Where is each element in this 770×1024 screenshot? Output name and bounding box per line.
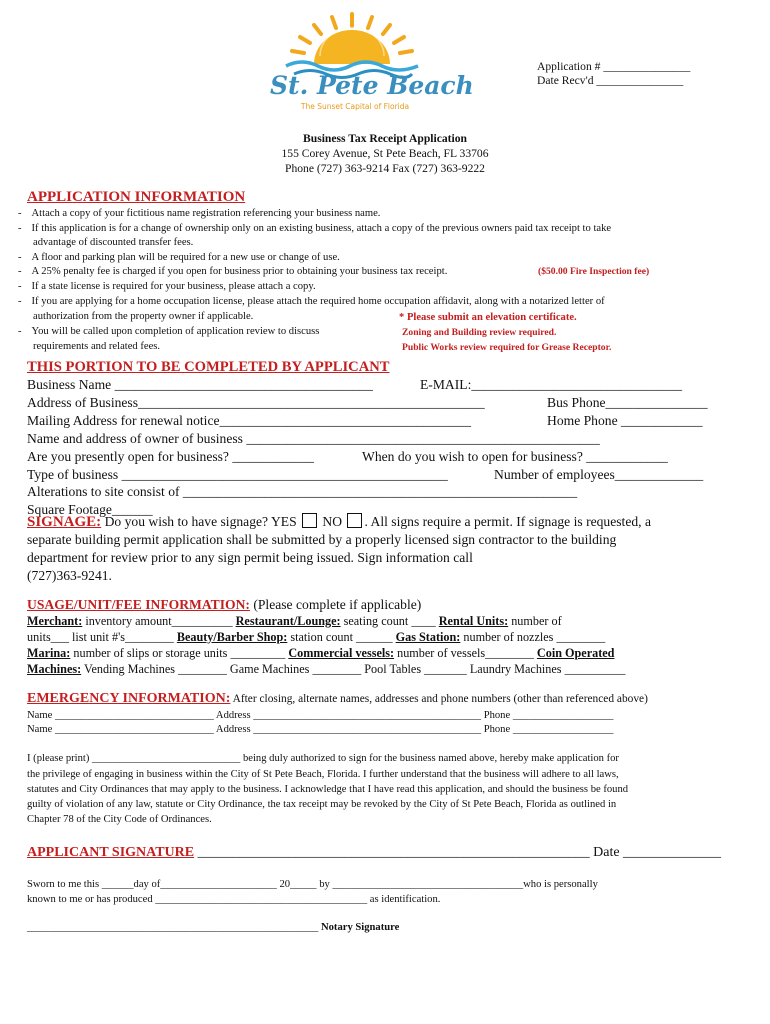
authorization-line-3: statutes and City Ordinances that may apply to the business. I acknowledge that I have read this application, and should the business be found (27, 784, 629, 795)
app-info-bullet-5: - If a state license is required for your business, please attach a copy. (18, 281, 316, 292)
alterations-field[interactable]: Alterations to site consist of __________________________________________________________ (27, 484, 578, 499)
authorization-line-2: the privilege of engaging in business within the City of St Pete Beach, Florida. I further understand that the business will adhere to all laws, (27, 769, 619, 780)
units-field[interactable]: units___ list unit #'s________ (27, 630, 177, 644)
usage-heading-line: USAGE/UNIT/FEE INFORMATION: (Please complete if applicable) (27, 597, 422, 612)
app-info-bullet-6: - If you are applying for a home occupation license, please attach the required home occupation affidavit, along with a notarized letter of (18, 296, 605, 307)
elevation-certificate-note: * Please submit an elevation certificate. (399, 312, 577, 323)
app-info-bullet-2b: advantage of discounted transfer fees. (33, 237, 194, 248)
signage-line-3: department for review prior to any sign permit being issued. Sign information call (27, 550, 473, 565)
signage-yes-checkbox[interactable] (302, 513, 317, 528)
city-address: 155 Corey Avenue, St Pete Beach, FL 33706 (281, 147, 489, 160)
business-name-field[interactable]: Business Name ______________________________________ (27, 377, 373, 392)
signature-heading: APPLICANT SIGNATURE (27, 845, 195, 860)
app-info-bullet-1: - Attach a copy of your fictitious name registration referencing your business name. (18, 208, 381, 219)
fire-inspection-fee: ($50.00 Fire Inspection fee) (538, 266, 650, 277)
notary-signature-field[interactable]: _______________________________________________________ (27, 922, 319, 933)
authorization-line-5: Chapter 78 of the City Code of Ordinances. (27, 814, 212, 825)
usage-line-1: Merchant: inventory amount__________ Restaurant/Lounge: seating count ____ Rental Units: number of (27, 614, 562, 628)
city-phone: Phone (727) 363-9214 Fax (727) 363-9222 (285, 162, 485, 175)
nozzles-field[interactable]: number of nozzles ________ (460, 630, 606, 644)
slips-field[interactable]: number of slips or storage units _________ (70, 646, 289, 660)
applicant-heading: THIS PORTION TO BE COMPLETED BY APPLICANT (27, 359, 390, 375)
email-field[interactable]: E-MAIL:_______________________________ (420, 377, 683, 392)
business-address-field[interactable]: Address of Business___________________________________________________ (27, 395, 485, 410)
owner-name-field[interactable]: Name and address of owner of business ____________________________________________________ (27, 431, 600, 446)
emergency-contact-row-1[interactable]: Name ______________________________ Address ___________________________________________ Phone ___________________ (27, 710, 614, 721)
logo-tagline: The Sunset Capital of Florida (300, 102, 410, 111)
usage-line-2: units___ list unit #'s________ Beauty/Barber Shop: station count ______ Gas Station: number of nozzles ________ (27, 630, 606, 644)
signage-label: SIGNAGE: (27, 514, 102, 530)
signage-line-1: SIGNAGE: Do you wish to have signage? YES NO . All signs require a permit. If signage is requested, a (27, 514, 651, 530)
public-works-note: Public Works review required for Grease Receptor. (402, 342, 612, 353)
sworn-line-1[interactable]: Sworn to me this ______day of______________________ 20_____ by ____________________________________who is personally (27, 879, 598, 890)
date-received[interactable]: Date Recv'd _______________ (537, 74, 684, 87)
form-title: Business Tax Receipt Application (303, 132, 467, 145)
square-footage-field[interactable]: Square Footage______ (27, 502, 153, 517)
usage-line-4: Machines: Vending Machines ________ Game Machines ________ Pool Tables _______ Laundry Machines __________ (27, 662, 626, 676)
city-logo (262, 8, 474, 118)
signage-line-4: (727)363-9241. (27, 568, 112, 583)
emergency-contact-row-2[interactable]: Name ______________________________ Address ___________________________________________ Phone ___________________ (27, 724, 614, 735)
seating-count-field[interactable]: seating count ____ (340, 614, 439, 628)
employees-field[interactable]: Number of employees_____________ (494, 467, 704, 482)
bus-phone-field[interactable]: Bus Phone_______________ (547, 395, 708, 410)
emergency-heading-line: EMERGENCY INFORMATION: After closing, alternate names, addresses and phone numbers (other than referenced above) (27, 691, 648, 706)
vessels-field[interactable]: number of vessels________ (394, 646, 537, 660)
when-open-field[interactable]: When do you wish to open for business? ____________ (362, 449, 668, 464)
zoning-review-note: Zoning and Building review required. (402, 327, 557, 338)
sun-waves-icon (262, 8, 442, 80)
home-phone-field[interactable]: Home Phone ____________ (547, 413, 703, 428)
usage-heading: USAGE/UNIT/FEE INFORMATION: (27, 597, 250, 612)
emergency-heading: EMERGENCY INFORMATION: (27, 691, 231, 706)
machines-field[interactable]: Vending Machines ________ Game Machines ________ Pool Tables _______ Laundry Machines __________ (81, 662, 626, 676)
sworn-line-2[interactable]: known to me or has produced ________________________________________ as identification. (27, 894, 441, 905)
authorization-line-4: guilty of violation of any law, statute or City Ordinance, the tax receipt may be revoked by the City of St Pete Beach, Florida as outlined in (27, 799, 617, 810)
app-info-bullet-3: - A floor and parking plan will be required for a new use or change of use. (18, 252, 340, 263)
presently-open-field[interactable]: Are you presently open for business? ____________ (27, 449, 314, 464)
notary-signature-label: Notary Signature (320, 922, 400, 933)
app-info-bullet-2: - If this application is for a change of ownership only on an existing business, attach a copy of the previous owners paid tax receipt to take (18, 223, 612, 234)
application-number[interactable]: Application # _______________ (537, 60, 691, 73)
app-info-bullet-6b: authorization from the property owner if applicable. (33, 311, 254, 322)
app-info-bullet-7b: requirements and related fees. (33, 341, 161, 352)
merchant-inventory-field[interactable]: inventory amount__________ (82, 614, 236, 628)
logo-name: St. Pete Beach (270, 71, 474, 100)
signature-field[interactable]: ________________________________________________________ Date ______________ (194, 845, 722, 860)
app-info-bullet-7: - You will be called upon completion of application review to discuss (18, 326, 320, 337)
usage-line-3: Marina: number of slips or storage units _________ Commercial vessels: number of vessels________ Coin Operated (27, 646, 615, 660)
signature-line (27, 844, 721, 862)
notary-signature-line (27, 921, 399, 935)
signage-line-2: separate building permit application shall be submitted by a properly licensed sign contractor to the building (27, 532, 617, 547)
business-type-field[interactable]: Type of business ________________________________________________ (27, 467, 448, 482)
application-info-heading: APPLICATION INFORMATION (27, 189, 246, 205)
title-block (0, 131, 770, 176)
mailing-address-field[interactable]: Mailing Address for renewal notice_____________________________________ (27, 413, 472, 428)
station-count-field[interactable]: station count ______ (287, 630, 396, 644)
authorization-line-1: I (please print) ____________________________ being duly authorized to sign for the business named above, hereby make application for (27, 753, 619, 764)
signage-no-checkbox[interactable] (347, 513, 362, 528)
app-info-bullet-4: - A 25% penalty fee is charged if you open for business prior to obtaining your business tax receipt. (18, 266, 448, 277)
